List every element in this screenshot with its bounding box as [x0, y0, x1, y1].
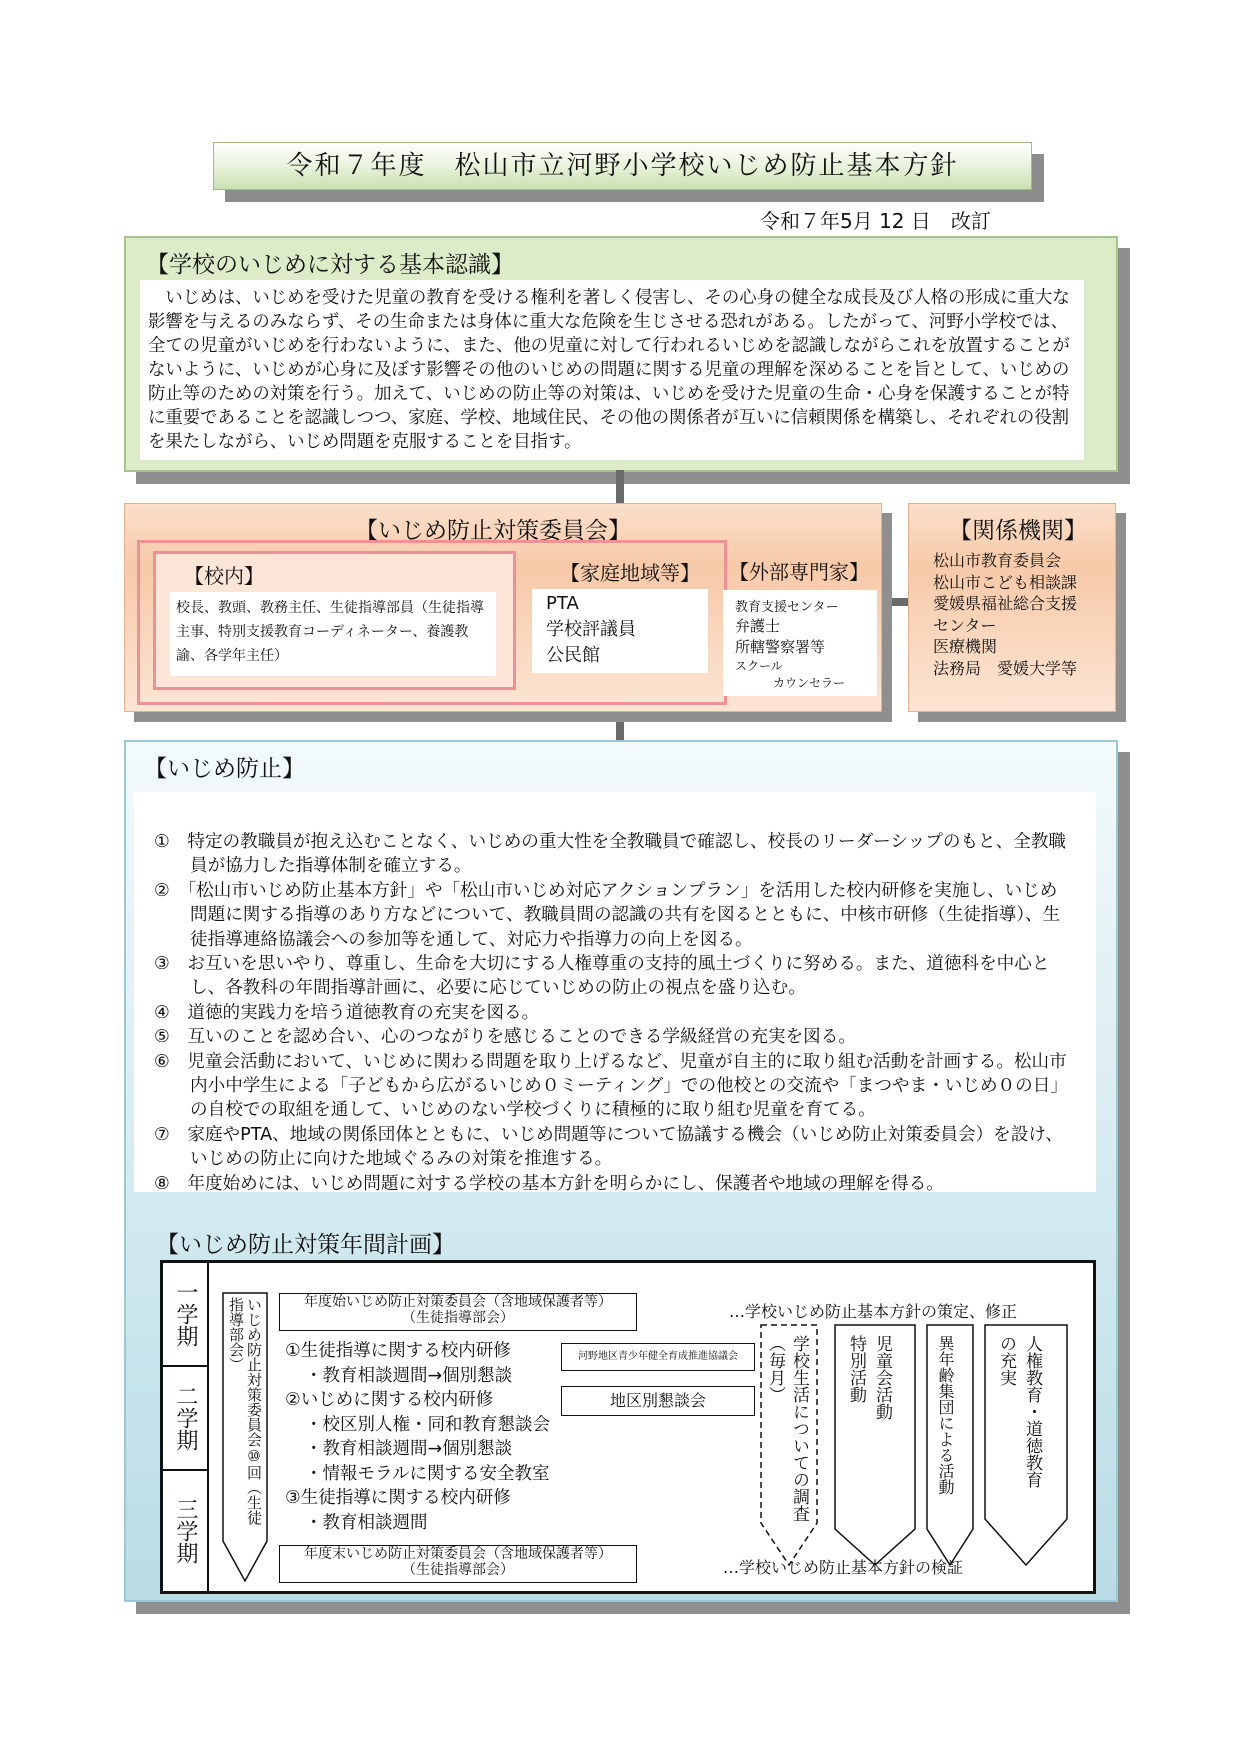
- committee-heading: 【いじめ防止対策委員会】: [355, 518, 631, 544]
- start-meeting-box: [279, 1293, 637, 1331]
- connector-bottom: [616, 711, 624, 741]
- agencies-heading: 【関係機関】: [949, 518, 1087, 544]
- school-box: [153, 551, 516, 690]
- prevention-item: ⑤ 互いのことを認め合い、心のつながりを感じることのできる学級経営の充実を図る。: [154, 1027, 856, 1048]
- recognition-section: [124, 236, 1118, 472]
- agency-item: センター: [933, 615, 997, 635]
- end-note: …学校いじめ防止基本方針の検証: [723, 1558, 964, 1577]
- experts-item: カウンセラー: [773, 676, 846, 690]
- committee-inner-frame: [137, 540, 727, 705]
- prevention-item: ④ 道徳的実践力を培う道徳教育の充実を図る。: [154, 1002, 540, 1023]
- agency-item: 医療機関: [933, 637, 998, 656]
- end-meeting-line: （生徒指導部会）: [402, 1562, 514, 1578]
- survey-label: 学校生活についての調査（毎月）: [765, 1335, 809, 1522]
- agency-item: 松山市教育委員会: [933, 551, 1062, 570]
- title-banner: [213, 142, 1032, 190]
- agency-item: 愛媛県福祉総合支援: [933, 594, 1078, 613]
- special-activity-label: 特別活動: [846, 1335, 866, 1403]
- human-rights-text: 人権教育・道徳教育: [1022, 1335, 1042, 1488]
- prevention-item: ③ お互いを思いやり、尊重し、生命を大切にする人権尊重の支持的風土づくりに努める。また、道徳科を中心とし、各教科の年間指導計画に、必要に応じていじめの防止の視点を盛り込む。: [154, 954, 1050, 999]
- student-council-label: 児童会活動: [872, 1335, 892, 1420]
- human-rights-suffix: の充実: [996, 1335, 1016, 1386]
- family-box: [532, 589, 708, 673]
- plan-line: ・校区別人権・同和教育懇談会: [305, 1414, 550, 1435]
- prevention-list: [154, 830, 1074, 1196]
- prevention-item: ⑥ 児童会活動において、いじめに関わる問題を取り上げるなど、児童が自主的に取り組む活動を計画する。松山市内小中学生による「子どもから広がるいじめ０ミーティング」での他校との交流や「まつやま・いじめ０の日」の自校での取組を通して、いじめのない学校づくりに積極的に取り組む児童を育てる。: [154, 1051, 1068, 1121]
- experts-box: [723, 590, 877, 696]
- term-2: 二学期: [163, 1367, 209, 1471]
- experts-item: 所轄警察署等: [735, 638, 826, 656]
- recognition-body-box: [140, 280, 1084, 460]
- plan-line: ③生徒指導に関する校内研修: [285, 1488, 511, 1508]
- start-meeting-line: （生徒指導部会）: [402, 1310, 514, 1326]
- prevention-item: ② 「松山市いじめ防止基本方針」や「松山市いじめ対応アクションプラン」を活用した校内研修を実施し、いじめ問題に関する指導のあり方などについて、教職員間の認識の共有を図るとともに、中核市研修（生徒指導）、生徒指導連絡協議会への参加等を通して、対応力や指導力の向上を図る。: [154, 880, 1061, 950]
- school-heading: 【校内】: [184, 564, 264, 588]
- recognition-heading: 【学校のいじめに対する基本認識】: [146, 252, 514, 278]
- plan-line: ・教育相談週間→個別懇談: [305, 1439, 513, 1459]
- prevention-heading: 【いじめ防止】: [144, 756, 305, 782]
- plan-line: ①生徒指導に関する校内研修: [285, 1341, 511, 1361]
- committee-section: [124, 503, 882, 712]
- annual-plan-table: [160, 1260, 1096, 1594]
- district-meeting-box: 地区別懇談会: [561, 1386, 755, 1416]
- agencies-list: [933, 550, 1077, 679]
- experts-item: 弁護士: [735, 617, 781, 635]
- start-meeting-line: 年度始いじめ防止対策委員会（含地域保護者等）: [304, 1294, 612, 1310]
- plan-lines: [285, 1339, 550, 1535]
- agency-item: 法務局 愛媛大学等: [933, 658, 1078, 678]
- school-members: 校長、教頭、教務主任、生徒指導部員（生徒指導主事、特別支援教育コーディネーター、養護教諭、各学年主任）: [170, 592, 496, 676]
- experts-item: スクール: [735, 659, 783, 673]
- end-meeting-box: [279, 1545, 637, 1583]
- prevention-item: ⑧ 年度始めには、いじめ問題に対する学校の基本方針を明らかにし、保護者や地域の理解を得る。: [154, 1173, 944, 1194]
- prevention-item: ⑦ 家庭やPTA、地域の関係団体とともに、いじめ問題等について協議する機会（いじめ防止対策委員会）を設け、いじめの防止に向けた地域ぐるみの対策を推進する。: [154, 1124, 1063, 1170]
- family-heading: 【家庭地域等】: [560, 561, 700, 585]
- plan-line: ・教育相談週間: [305, 1512, 428, 1533]
- plan-heading: 【いじめ防止対策年間計画】: [156, 1232, 455, 1258]
- mixed-age-label: 異年齢集団による活動: [936, 1335, 955, 1495]
- family-item: PTA: [546, 593, 579, 614]
- revision-date: 令和７年5月 12 日 改訂: [760, 209, 991, 233]
- end-meeting-line: 年度末いじめ防止対策委員会（含地域保護者等）: [304, 1546, 612, 1562]
- committee-arrow-label: いじめ防止対策委員会⑩回（生徒指導部会）: [227, 1297, 263, 1525]
- kono-council-box: 河野地区青少年健全育成推進協議会: [561, 1343, 755, 1371]
- plan-line: ・教育相談週間→個別懇談: [305, 1365, 513, 1386]
- agency-item: 松山市こども相談課: [933, 572, 1078, 592]
- start-note: …学校いじめ防止基本方針の策定、修正: [729, 1302, 1018, 1321]
- activity-label: [843, 1335, 895, 1515]
- recognition-text: いじめは、いじめを受けた児童の教育を受ける権利を著しく侵害し、その心身の健全な成長及び人格の形成に重大な影響を与えるのみならず、その生命または身体に重大な危険を生じさせる恐れがある。したがって、河野小学校では、全ての児童がいじめを行わないように、また、他の児童に対して行われるいじめを認識しながらこれを放置することがないように、いじめが心身に及ぼす影響その他のいじめの問題に関する児童の理解を深めることを旨として、いじめの防止等のための対策を行う。加えて、いじめの防止等の対策は、いじめを受けた児童の生命・心身を保護することが特に重要であることを認識しつつ、家庭、学校、地域住民、その他の関係者が互いに信頼関係を構築し、それぞれの役割を果たしながら、いじめ問題を克服することを目指す。: [148, 288, 1070, 452]
- experts-item: 教育支援センター: [735, 600, 839, 615]
- prevention-item: ① 特定の教職員が抱え込むことなく、いじめの重大性を全教職員で確認し、校長のリーダーシップのもと、全教職員が協力した指導体制を確立する。: [154, 832, 1067, 877]
- agencies-section: [908, 503, 1116, 712]
- term-3: 三学期: [163, 1471, 209, 1591]
- plan-line: ・情報モラルに関する安全教室: [305, 1463, 550, 1484]
- family-item: 学校評議員: [546, 619, 636, 640]
- connector-agencies: [880, 598, 908, 606]
- plan-line: ②いじめに関する校内研修: [285, 1390, 494, 1410]
- family-item: 公民館: [546, 645, 600, 666]
- human-rights-label: [993, 1335, 1045, 1515]
- experts-heading: 【外部専門家】: [729, 560, 869, 584]
- prevention-box: [134, 792, 1096, 1192]
- page-title: 令和７年度 松山市立河野小学校いじめ防止基本方針: [286, 151, 959, 181]
- term-1: 一学期: [163, 1263, 209, 1367]
- connector-top: [616, 470, 624, 503]
